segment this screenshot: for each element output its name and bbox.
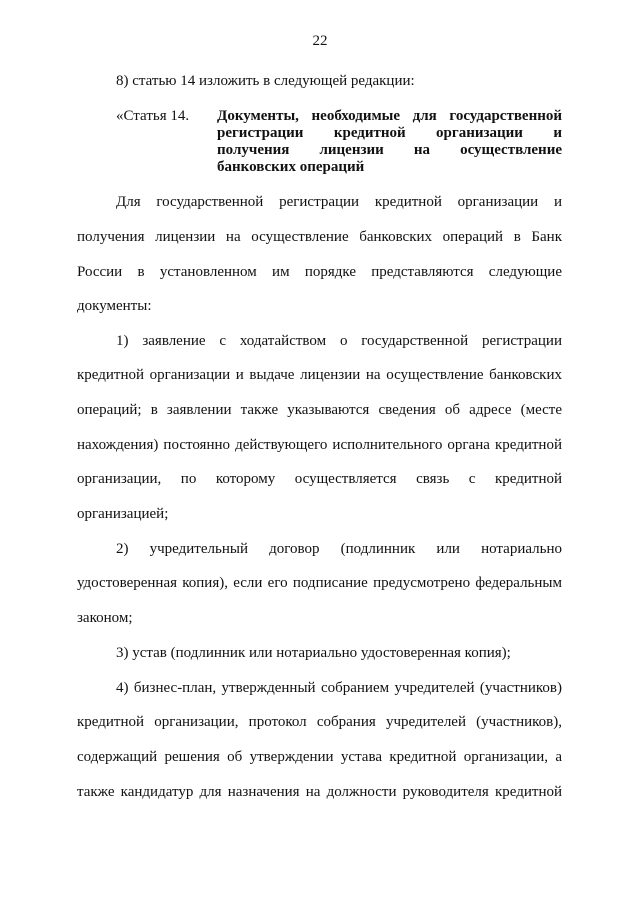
body-line: также кандидатур для назначения на должности руководителя кредитной <box>77 784 562 800</box>
body-line: операций; в заявлении также указываются сведения об адресе (месте <box>77 402 562 418</box>
article-title-line: Документы, необходимые для государственной <box>217 108 562 124</box>
body-line: нахождения) постоянно действующего исполнительного органа кредитной <box>77 437 562 453</box>
article-title <box>217 108 562 176</box>
body-line: кредитной организации, протокол собрания учредителей (участников), <box>77 714 562 730</box>
intro-line: 8) статью 14 изложить в следующей редакции: <box>116 73 415 89</box>
article-title-line: получения лицензии на осуществление <box>217 142 562 158</box>
body-line: законом; <box>77 610 133 626</box>
body-line: 2) учредительный договор (подлинник или нотариально <box>116 541 562 557</box>
body-line: содержащий решения об утверждении устава кредитной организации, а <box>77 749 562 765</box>
article-title-line: банковских операций <box>217 159 365 175</box>
body-line: организацией; <box>77 506 169 522</box>
body-line: получения лицензии на осуществление банковских операций в Банк <box>77 229 562 245</box>
article-title-line: регистрации кредитной организации и <box>217 125 562 141</box>
body-line: 3) устав (подлинник или нотариально удостоверенная копия); <box>116 645 511 661</box>
body-line: Для государственной регистрации кредитной организации и <box>116 194 562 210</box>
body-line: удостоверенная копия), если его подписание предусмотрено федеральным <box>77 575 562 591</box>
body-line: кредитной организации и выдаче лицензии на осуществление банковских <box>77 367 562 383</box>
body-line: России в установленном им порядке представляются следующие <box>77 264 562 280</box>
body-line: 1) заявление с ходатайством о государственной регистрации <box>116 333 562 349</box>
body-line: 4) бизнес-план, утвержденный собранием учредителей (участников) <box>116 680 562 696</box>
page-number: 22 <box>312 33 328 49</box>
body-line: документы: <box>77 298 152 314</box>
body-line: организации, по которому осуществляется связь с кредитной <box>77 471 562 487</box>
article-label: «Статья 14. <box>116 108 190 124</box>
